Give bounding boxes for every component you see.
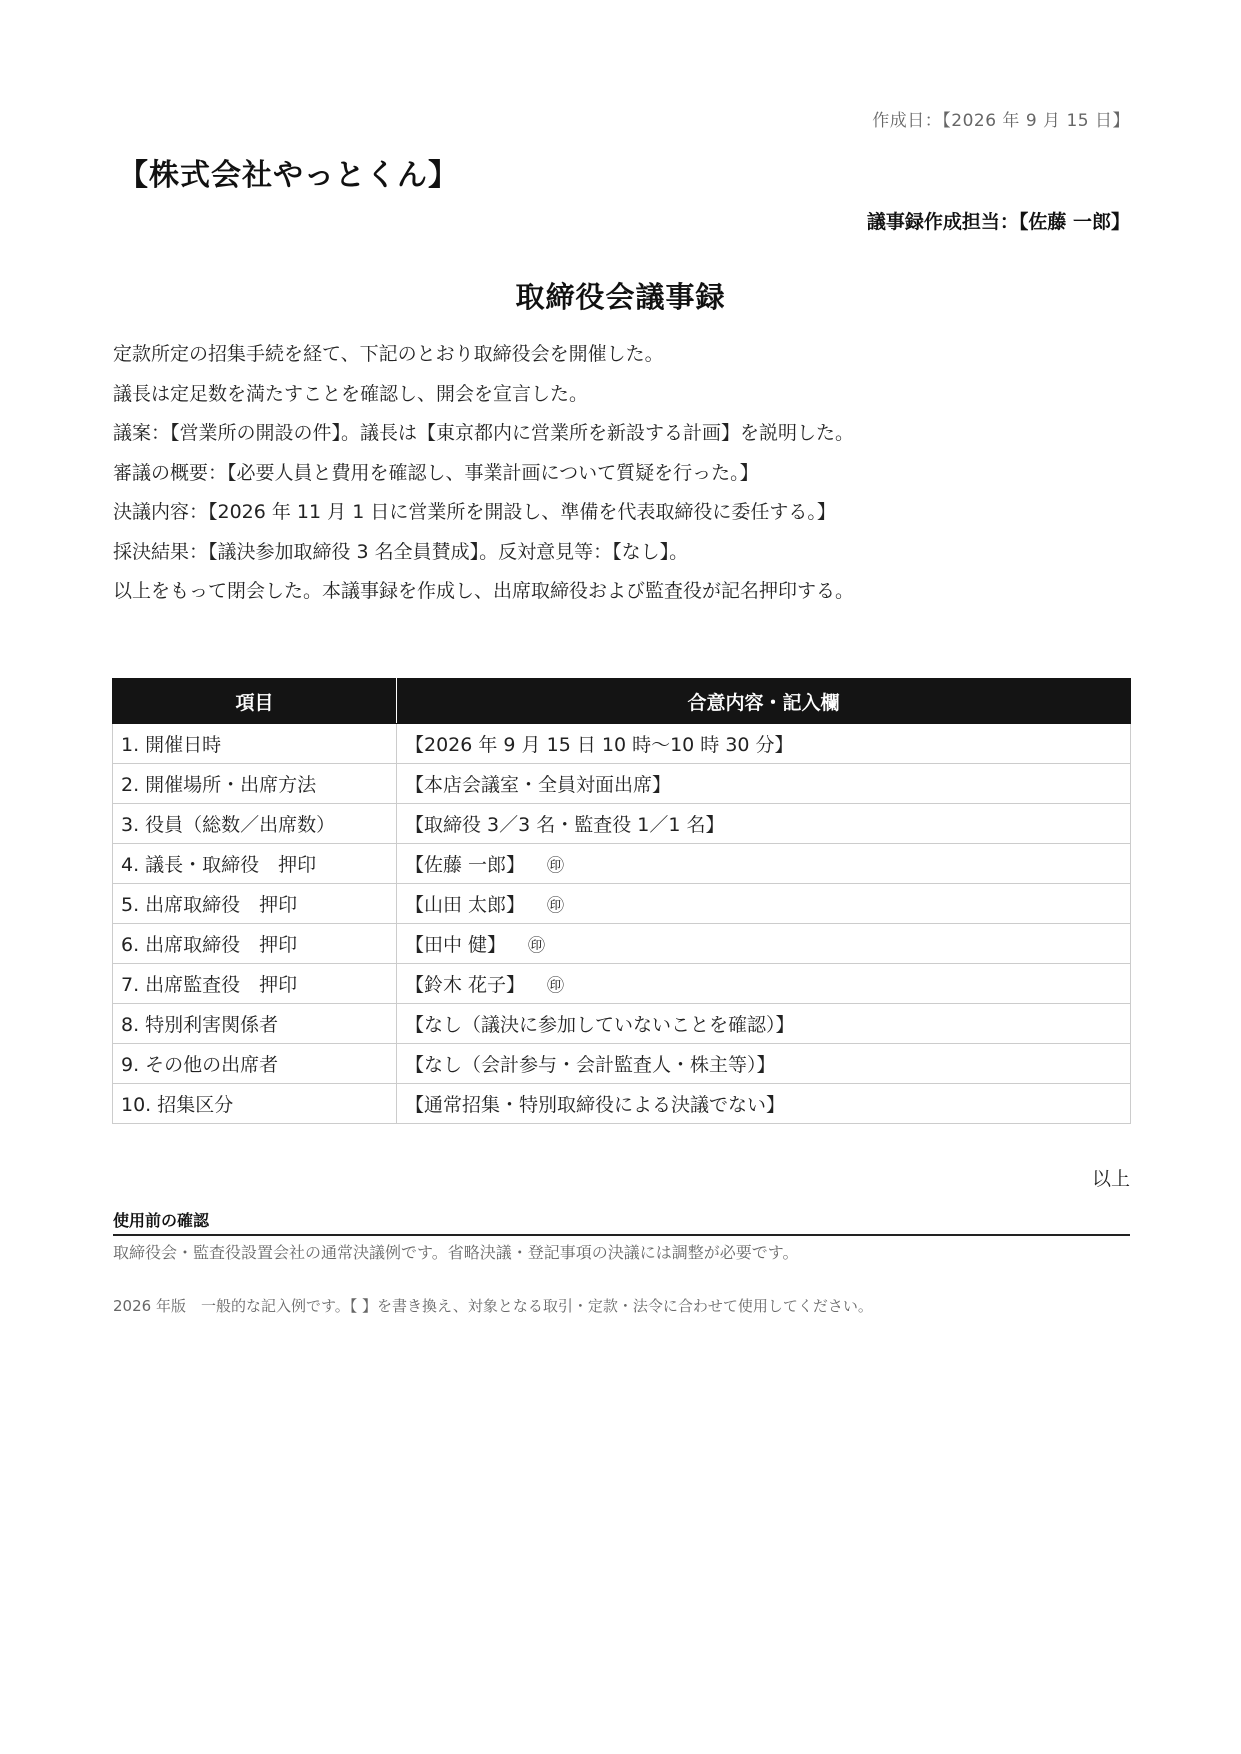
table-row — [113, 804, 1131, 844]
row-item: 10. 招集区分 — [113, 1084, 397, 1124]
row-content — [397, 724, 1131, 764]
row-content-text: 【なし（議決に参加していないことを確認）】 — [405, 1014, 795, 1036]
row-content — [397, 764, 1131, 804]
footer-note: 2026 年版 一般的な記入例です。【 】を書き換え、対象となる取引・定款・法令に合わせて使用してください。 — [113, 1297, 873, 1315]
seal-icon: ㊞ — [547, 856, 565, 876]
table-row — [113, 1084, 1131, 1124]
row-item: 3. 役員（総数／出席数） — [113, 804, 397, 844]
body-paragraph: 審議の概要：【必要人員と費用を確認し、事業計画について質疑を行った。】 — [113, 461, 759, 484]
row-content-text: 【鈴木 花子】 — [405, 974, 526, 996]
notes-heading: 使用前の確認 — [113, 1208, 1130, 1236]
row-content-text: 【取締役 3／3 名・監査役 1／1 名】 — [405, 814, 725, 836]
body-paragraph: 議案：【営業所の開設の件】。議長は【東京都内に営業所を新設する計画】を説明した。 — [113, 422, 855, 444]
row-content-text: 【佐藤 一郎】 — [405, 854, 526, 876]
row-content-text: 【通常招集・特別取締役による決議でない】 — [405, 1094, 786, 1116]
body-paragraph: 決議内容：【2026 年 11 月 1 日に営業所を開設し、準備を代表取締役に委任する。】 — [113, 501, 836, 523]
row-item: 7. 出席監査役 押印 — [113, 964, 397, 1004]
table-row — [113, 724, 1131, 764]
notes-text: 取締役会・監査役設置会社の通常決議例です。省略決議・登記事項の決議には調整が必要です。 — [113, 1243, 799, 1262]
company-name: 【株式会社やっとくん】 — [118, 158, 459, 193]
row-content — [397, 1084, 1131, 1124]
document-title: 取締役会議事録 — [515, 280, 726, 314]
row-item: 8. 特別利害関係者 — [113, 1004, 397, 1044]
body-paragraph: 議長は定足数を満たすことを確認し、開会を宣言した。 — [113, 382, 589, 405]
row-item: 4. 議長・取締役 押印 — [113, 844, 397, 884]
table-row — [113, 884, 1131, 924]
row-item: 9. その他の出席者 — [113, 1044, 397, 1084]
body-paragraph: 定款所定の招集手続を経て、下記のとおり取締役会を開催した。 — [113, 343, 664, 365]
seal-icon: ㊞ — [528, 936, 546, 956]
row-content-text: 【本店会議室・全員対面出席】 — [405, 774, 672, 796]
body-paragraph: 以上をもって閉会した。本議事録を作成し、出席取締役および監査役が記名押印する。 — [113, 580, 855, 602]
header-content: 合意内容・記入欄 — [397, 679, 1131, 724]
row-content — [397, 844, 1131, 884]
table-row — [113, 844, 1131, 884]
row-content — [397, 964, 1131, 1004]
row-content — [397, 924, 1131, 964]
row-content — [397, 1044, 1131, 1084]
row-item: 2. 開催場所・出席方法 — [113, 764, 397, 804]
row-content — [397, 804, 1131, 844]
body-paragraph: 採決結果：【議決参加取締役 3 名全員賛成】。反対意見等：【なし】。 — [113, 540, 689, 563]
minutes-table — [112, 678, 1131, 1124]
row-content-text: 【なし（会計参与・会計監査人・株主等）】 — [405, 1054, 776, 1076]
table-header-row — [113, 679, 1131, 724]
row-item: 1. 開催日時 — [113, 724, 397, 764]
row-content-text: 【山田 太郎】 — [405, 894, 526, 916]
table-row — [113, 924, 1131, 964]
row-item: 6. 出席取締役 押印 — [113, 924, 397, 964]
table-row — [113, 764, 1131, 804]
minutes-body — [113, 335, 1133, 612]
row-content — [397, 884, 1131, 924]
table-row — [113, 1004, 1131, 1044]
seal-icon: ㊞ — [547, 896, 565, 916]
table-row — [113, 964, 1131, 1004]
closing-mark: 以上 — [1091, 1168, 1130, 1190]
row-item: 5. 出席取締役 押印 — [113, 884, 397, 924]
seal-icon: ㊞ — [547, 976, 565, 996]
created-date: 作成日：【2026 年 9 月 15 日】 — [872, 111, 1130, 131]
row-content — [397, 1004, 1131, 1044]
header-item: 項目 — [113, 679, 397, 724]
table-body — [113, 724, 1131, 1124]
table-row — [113, 1044, 1131, 1084]
minutes-author: 議事録作成担当：【佐藤 一郎】 — [866, 211, 1130, 233]
row-content-text: 【田中 健】 — [405, 934, 507, 956]
row-content-text: 【2026 年 9 月 15 日 10 時〜10 時 30 分】 — [405, 734, 794, 756]
